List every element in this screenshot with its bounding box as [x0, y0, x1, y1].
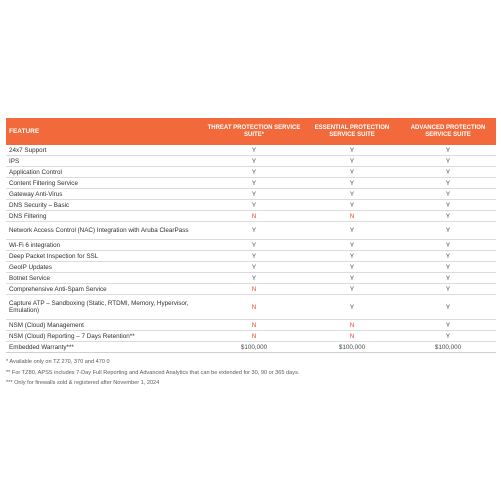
table-row	[6, 145, 496, 156]
value-cell: Y	[204, 240, 304, 251]
table-row	[6, 251, 496, 262]
value-cell: Y	[304, 262, 400, 273]
value-cell: Y	[204, 178, 304, 189]
feature-cell: DNS Filtering	[6, 211, 204, 222]
table-row	[6, 262, 496, 273]
value-cell: N	[304, 320, 400, 331]
value-cell: Y	[400, 273, 496, 284]
table-row	[6, 211, 496, 222]
feature-cell: NSM (Cloud) Reporting – 7 Days Retention**	[6, 331, 204, 342]
value-cell: Y	[304, 189, 400, 200]
value-cell: N	[204, 320, 304, 331]
feature-cell: Network Access Control (NAC) Integration with Aruba ClearPass	[6, 222, 204, 240]
table-header-row	[6, 118, 496, 145]
value-cell: Y	[204, 167, 304, 178]
feature-cell: Comprehensive Anti-Spam Service	[6, 284, 204, 295]
table-row	[6, 342, 496, 353]
header-feature: FEATURE	[6, 118, 204, 145]
value-cell: Y	[400, 156, 496, 167]
value-cell: Y	[400, 284, 496, 295]
value-cell: Y	[400, 200, 496, 211]
footnote-warranty: *** Only for firewalls sold & registered after November 1, 2024	[6, 380, 160, 386]
value-cell: Y	[400, 145, 496, 156]
table-row	[6, 284, 496, 295]
footnotes	[6, 357, 496, 389]
value-cell: N	[304, 331, 400, 342]
value-cell: Y	[304, 284, 400, 295]
feature-cell: NSM (Cloud) Management	[6, 320, 204, 331]
table-row	[6, 189, 496, 200]
table-body	[6, 145, 496, 353]
table-row	[6, 200, 496, 211]
table-row	[6, 167, 496, 178]
footnote-availability: * Available only on TZ 270, 370 and 470 0	[6, 359, 110, 365]
value-cell: Y	[204, 273, 304, 284]
value-cell: Y	[204, 222, 304, 240]
feature-cell: Application Control	[6, 167, 204, 178]
value-cell: Y	[400, 222, 496, 240]
table-row	[6, 156, 496, 167]
feature-cell: Deep Packet Inspection for SSL	[6, 251, 204, 262]
value-cell: Y	[304, 156, 400, 167]
value-cell: N	[204, 211, 304, 222]
value-cell: Y	[304, 178, 400, 189]
value-cell: Y	[400, 251, 496, 262]
footnote-reporting: ** For TZ80, APSS includes 7-Day Full Reporting and Advanced Analytics that can be extended for 30, 90 or 365 days.	[6, 369, 300, 376]
value-cell: Y	[400, 167, 496, 178]
value-cell: Y	[204, 262, 304, 273]
value-cell: Y	[304, 145, 400, 156]
value-cell: Y	[400, 240, 496, 251]
value-cell: Y	[304, 251, 400, 262]
value-cell: Y	[400, 295, 496, 320]
table-row	[6, 178, 496, 189]
value-cell: Y	[304, 167, 400, 178]
value-cell: $100,000	[204, 342, 304, 353]
feature-cell: Embedded Warranty***	[6, 342, 204, 353]
feature-cell: Content Filtering Service	[6, 178, 204, 189]
value-cell: $100,000	[304, 342, 400, 353]
table-row	[6, 295, 496, 320]
table-row	[6, 331, 496, 342]
table-row	[6, 240, 496, 251]
value-cell: N	[204, 284, 304, 295]
comparison-table-container	[6, 118, 496, 353]
header-essential-protection: ESSENTIAL PROTECTION SERVICE SUITE	[304, 118, 400, 145]
value-cell: Y	[400, 331, 496, 342]
feature-cell: Wi-Fi 6 integration	[6, 240, 204, 251]
value-cell: Y	[400, 211, 496, 222]
value-cell: N	[204, 331, 304, 342]
feature-cell: IPS	[6, 156, 204, 167]
feature-cell: Gateway Anti-Virus	[6, 189, 204, 200]
value-cell: $100,000	[400, 342, 496, 353]
header-threat-protection: THREAT PROTECTION SERVICE SUITE*	[204, 118, 304, 145]
feature-cell: GeoIP Updates	[6, 262, 204, 273]
value-cell: N	[304, 211, 400, 222]
table-row	[6, 320, 496, 331]
value-cell: Y	[400, 178, 496, 189]
value-cell: Y	[204, 145, 304, 156]
table-row	[6, 222, 496, 240]
value-cell: N	[204, 295, 304, 320]
value-cell: Y	[400, 262, 496, 273]
service-suite-comparison-table	[6, 118, 496, 353]
value-cell: Y	[304, 295, 400, 320]
value-cell: Y	[400, 320, 496, 331]
feature-cell: 24x7 Support	[6, 145, 204, 156]
value-cell: Y	[204, 200, 304, 211]
value-cell: Y	[204, 156, 304, 167]
value-cell: Y	[304, 222, 400, 240]
feature-cell: DNS Security – Basic	[6, 200, 204, 211]
table-row	[6, 273, 496, 284]
header-advanced-protection: ADVANCED PROTECTION SERVICE SUITE	[400, 118, 496, 145]
value-cell: Y	[304, 200, 400, 211]
value-cell: Y	[304, 240, 400, 251]
value-cell: Y	[400, 189, 496, 200]
value-cell: Y	[304, 273, 400, 284]
value-cell: Y	[204, 251, 304, 262]
feature-cell: Botnet Service	[6, 273, 204, 284]
value-cell: Y	[204, 189, 304, 200]
feature-cell: Capture ATP – Sandboxing (Static, RTDMI, Memory, Hypervisor, Emulation)	[6, 295, 204, 320]
